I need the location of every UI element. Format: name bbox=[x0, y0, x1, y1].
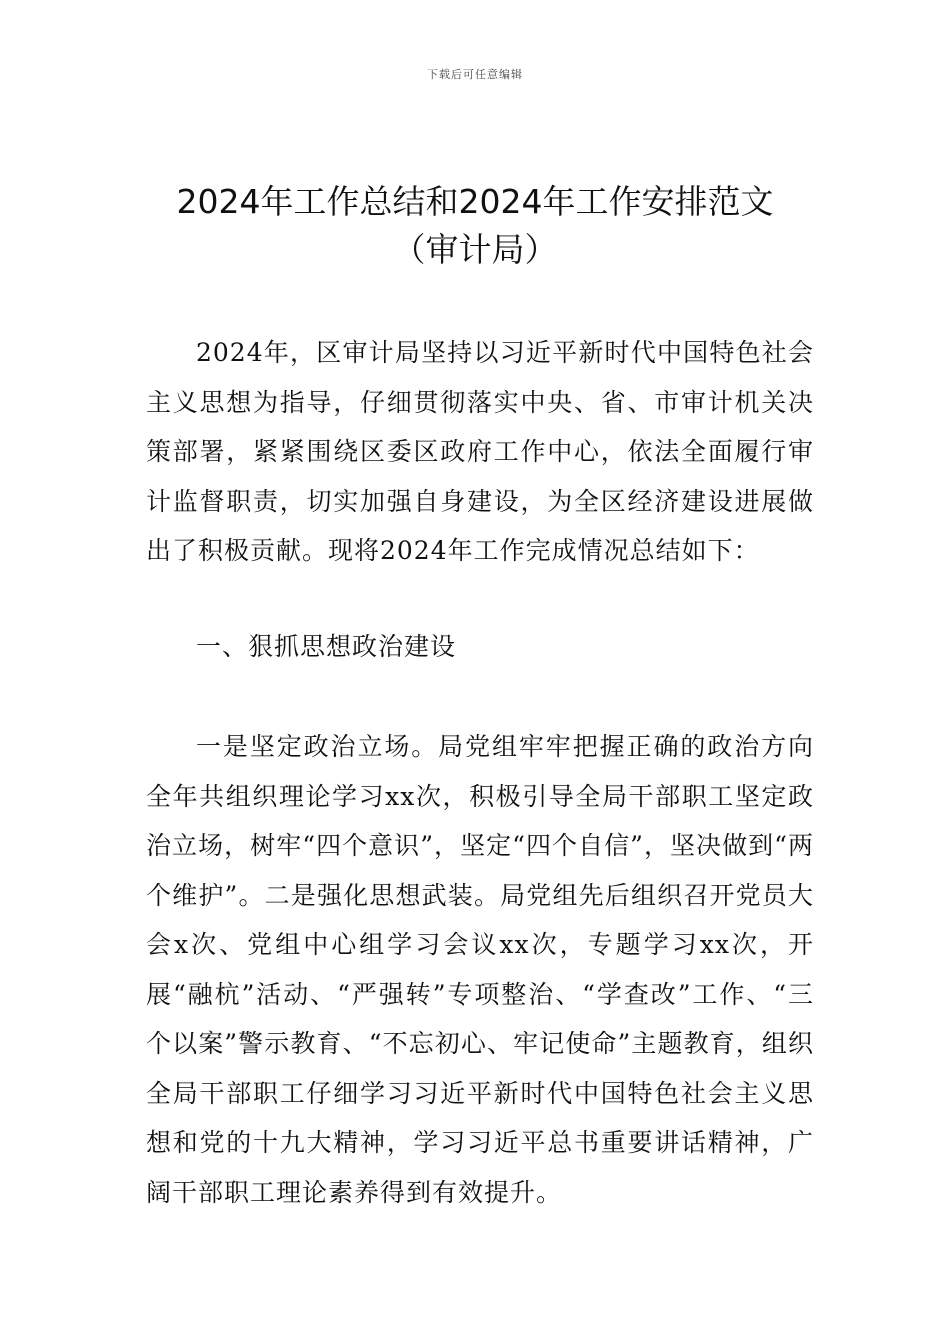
title-line-1: 2024年工作总结和2024年工作安排范文 bbox=[176, 182, 774, 221]
header-note: 下载后可任意编辑 bbox=[427, 68, 523, 81]
section-heading: 一、狠抓思想政治建设 bbox=[196, 632, 457, 661]
section-paragraph: 一是坚定政治立场。局党组牢牢把握正确的政治方向全年共组织理论学习xx次，积极引导全局干部职工坚定政治立场，树牢“四个意识”，坚定“四个自信”，坚决做到“两个维护”。二是强化思想武装。局党组先后组织召开党员大会x次、党组中心组学习会议xx次，专题学习xx次，开展“融杭”活动、“严强转”专项整治、“学查改”工作、“三个以案”警示教育、“不忘初心、牢记使命”主题教育，组织全局干部职工仔细学习习近平新时代中国特色社会主义思想和党的十九大精神，学习习近平总书重要讲话精神，广阔干部职工理论素养得到有效提升。 bbox=[146, 732, 814, 1207]
document-title bbox=[120, 178, 830, 274]
title-line-2: （审计局） bbox=[392, 230, 558, 269]
intro-paragraph: 2024年，区审计局坚持以习近平新时代中国特色社会主义思想为指导，仔细贯彻落实中央、省、市审计机关决策部署，紧紧围绕区委区政府工作中心，依法全面履行审计监督职责，切实加强自身建设，为全区经济建设进展做出了积极贡献。现将2024年工作完成情况总结如下： bbox=[146, 338, 814, 565]
